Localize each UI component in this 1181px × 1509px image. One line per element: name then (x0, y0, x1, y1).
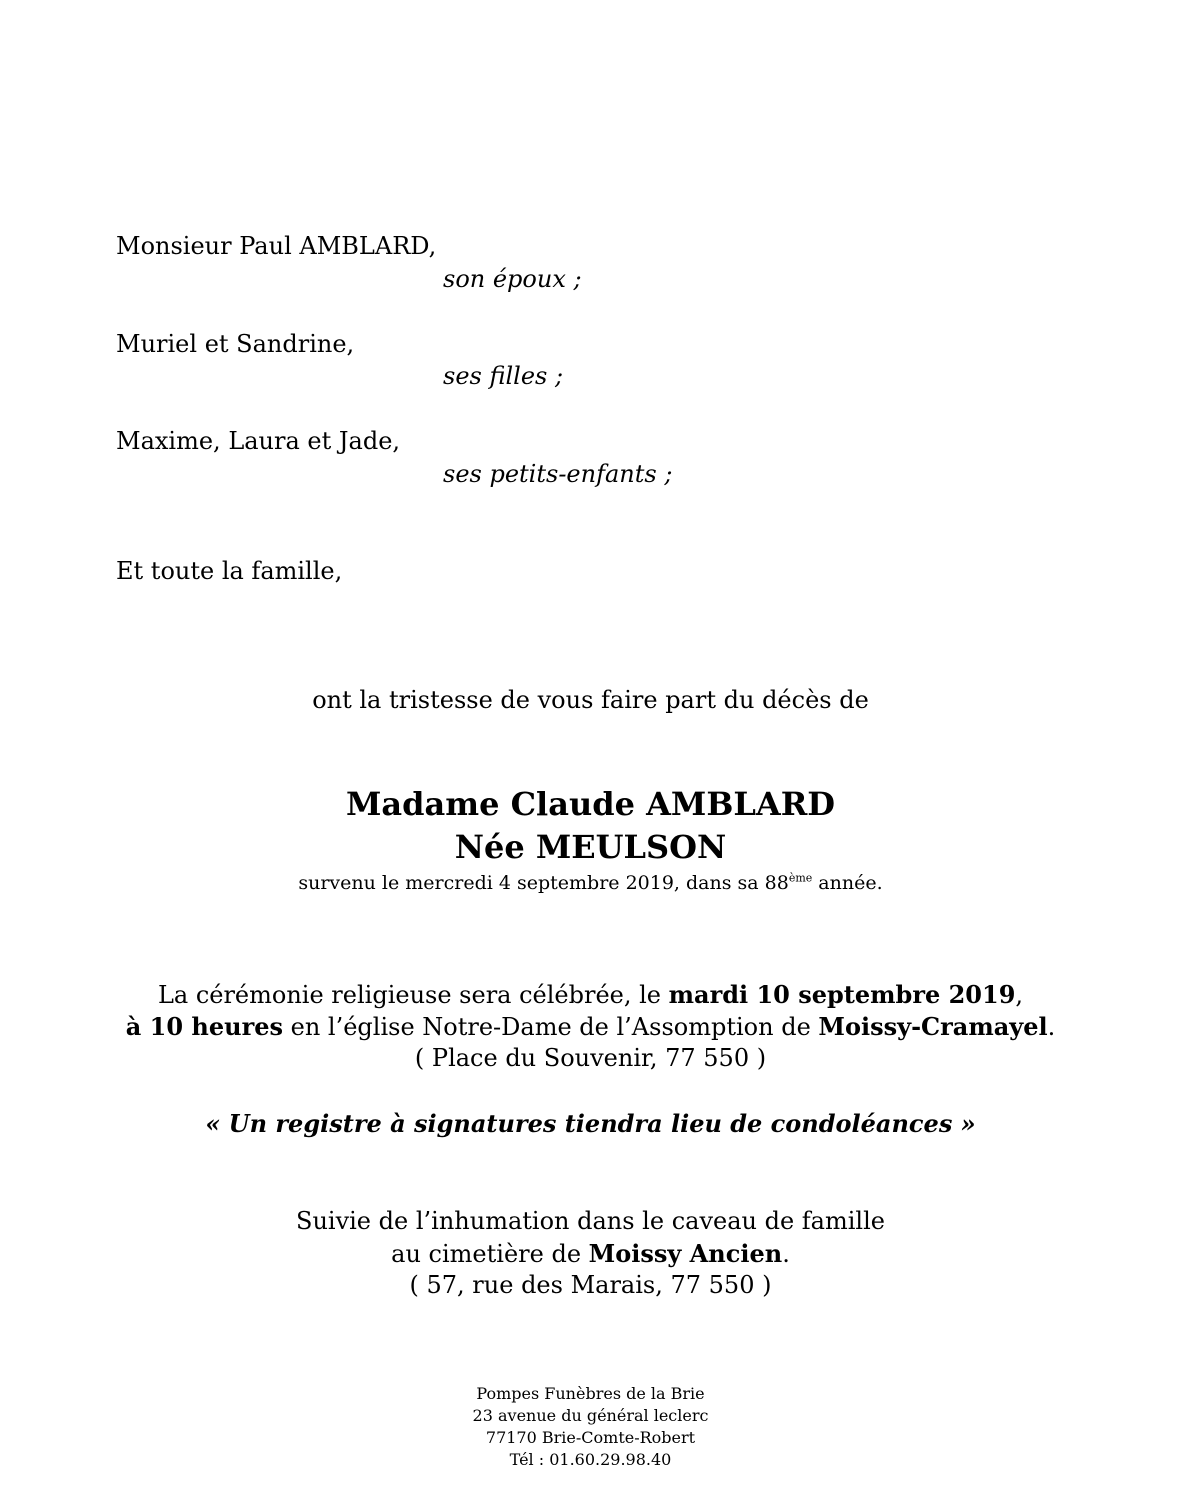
burial-cemetery: Moissy Ancien (588, 1239, 783, 1268)
deceased-note (0, 872, 1181, 894)
funeral-home-name: Pompes Funèbres de la Brie (476, 1384, 705, 1403)
ceremony-intro: La cérémonie religieuse sera célébrée, le (157, 981, 669, 1009)
burial-intro: au cimetière de (391, 1240, 589, 1268)
ceremony-time: à 10 heures (125, 1012, 283, 1041)
funeral-home-phone: Tél : 01.60.29.98.40 (509, 1450, 672, 1469)
family-member-name: Muriel et Sandrine, (116, 330, 355, 358)
ceremony-church: en l’église Notre-Dame de l’Assomption de (283, 1013, 819, 1041)
family-member-role: ses petits-enfants ; (443, 460, 673, 488)
ceremony-date: mardi 10 septembre 2019 (668, 980, 1016, 1009)
burial-line-1: Suivie de l’inhumation dans le caveau de famille (296, 1207, 885, 1235)
family-member-role: ses filles ; (443, 362, 564, 390)
ceremony-line-2 (0, 1012, 1181, 1041)
ceremony-line-1 (0, 980, 1181, 1009)
deceased-name: Madame Claude AMBLARD (345, 785, 836, 823)
registry-note: « Un registre à signatures tiendra lieu de condoléances » (205, 1109, 976, 1138)
funeral-home-city: 77170 Brie-Comte-Robert (485, 1428, 696, 1447)
announcement-text: ont la tristesse de vous faire part du décès de (312, 686, 869, 714)
ceremony-line-1-suffix: , (1015, 981, 1024, 1009)
family-member-name: Monsieur Paul AMBLARD, (116, 232, 437, 260)
deceased-note-superscript: ème (788, 871, 813, 885)
funeral-home-street: 23 avenue du général leclerc (472, 1406, 709, 1425)
family-member-role: son époux ; (443, 265, 582, 293)
deceased-note-main: survenu le mercredi 4 septembre 2019, dans sa 88 (298, 872, 789, 894)
burial-line-2 (0, 1239, 1181, 1268)
burial-line-2-suffix: . (782, 1240, 790, 1268)
ceremony-town: Moissy-Cramayel (818, 1012, 1048, 1041)
deceased-birth-name: Née MEULSON (454, 828, 727, 866)
closing-family: Et toute la famille, (116, 557, 343, 585)
family-member-name: Maxime, Laura et Jade, (116, 427, 401, 455)
ceremony-address: ( Place du Souvenir, 77 550 ) (414, 1044, 767, 1072)
ceremony-line-2-suffix: . (1047, 1013, 1056, 1041)
burial-address: ( 57, rue des Marais, 77 550 ) (409, 1271, 772, 1299)
deceased-note-end: année. (812, 872, 883, 894)
